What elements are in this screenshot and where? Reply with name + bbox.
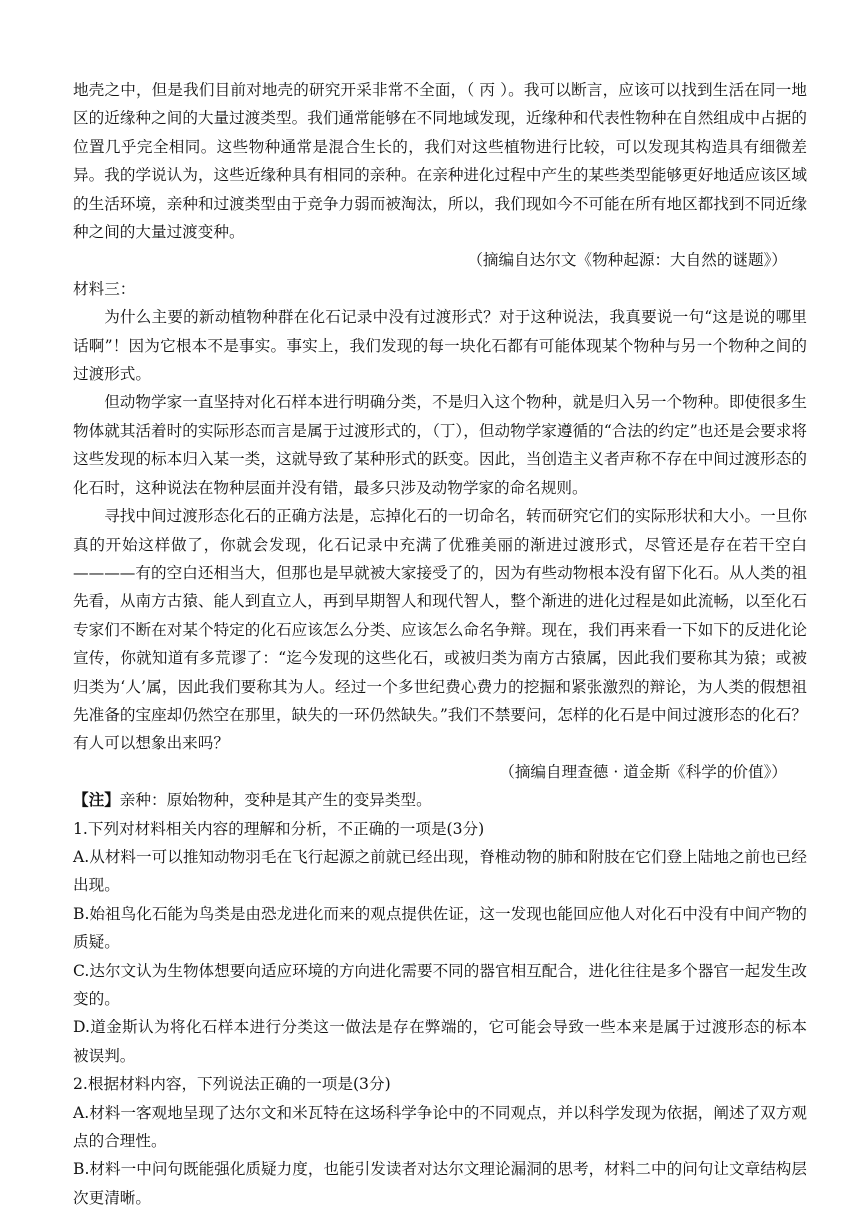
material3-paragraph-3: 寻找中间过渡形态化石的正确方法是，忘掉化石的一切命名，转而研究它们的实际形状和大小。一旦你真的开始这样做了，你就会发现，化石记录中充满了优雅美丽的渐进过渡形式，尽管还是存在若干空白————有的空白还相当大，但那也是早就被大家接受了的，因为有些动物根本没有留下化石。从人类的祖先看，从南方古猿、能人到直立人，再到早期智人和现代智人，整个渐进的进化过程是如此流畅，以至化石专家们不断在对某个特定的化石应该怎么分类、应该怎么命名争辩。现在，我们再来看一下如下的反进化论宣传，你就知道有多荒谬了：“迄今发现的这些化石，或被归类为南方古猿属，因此我们要称其为猿；或被归类为‘人’属，因此我们要称其为人。经过一个多世纪费心费力的挖掘和紧张激烈的辩论，为人类的假想祖先准备的宝座却仍然空在那里，缺失的一环仍然缺失。”我们不禁要问，怎样的化石是中间过渡形态的化石？有人可以想象出来吗？	[73, 507, 807, 753]
question-2-option-a: A.材料一客观地呈现了达尔文和米瓦特在这场科学争论中的不同观点，并以科学发现为依据，阐述了双方观点的合理性。	[73, 1103, 807, 1151]
material3-source: （摘编自理查德 · 道金斯《科学的价值》）	[499, 762, 787, 781]
question-1-option-a: A.从材料一可以推知动物羽毛在飞行起源之前就已经出现，脊椎动物的肺和附肢在它们登上陆地之前也已经出现。	[73, 847, 807, 895]
document-page	[73, 76, 807, 1212]
question-1-option-d: D.道金斯认为将化石样本进行分类这一做法是存在弊端的，它可能会导致一些本来是属于过渡形态的标本被误判。	[73, 1018, 807, 1065]
question-1-stem: 1.下列对材料相关内容的理解和分析，不正确的一项是(3分)	[73, 819, 485, 838]
question-2-stem: 2.根据材料内容，下列说法正确的一项是(3分)	[73, 1075, 391, 1094]
note-tag: 【注】	[73, 790, 120, 810]
material2-paragraph: 地壳之中，但是我们目前对地壳的研究开采非常不全面，（ 丙 ）。我可以断言，应该可以找到生活在同一地区的近缘种之间的大量过渡类型。我们通常能够在不同地域发现，近缘种和代表性物种在自然组成中占据的位置几乎完全相同。这些物种通常是混合生长的，我们对这些植物进行比较，可以发现其构造具有细微差异。我的学说认为，这些近缘种具有相同的亲种。在亲种进化过程中产生的某些类型能够更好地适应该区域的生活环境，亲种和过渡类型由于竞争力弱而被淘汰，所以，我们现如今不可能在所有地区都找到不同近缘种之间的大量过渡变种。	[73, 81, 807, 242]
question-1-option-c: C.达尔文认为生物体想要向适应环境的方向进化需要不同的器官相互配合，进化往往是多个器官一起发生改变的。	[73, 961, 807, 1008]
question-2-option-b: B.材料一中问句既能强化质疑力度，也能引发读者对达尔文理论漏洞的思考，材料二中的问句让文章结构层次更清晰。	[73, 1160, 807, 1207]
note-text: 亲种：原始物种，变种是其产生的变异类型。	[119, 791, 432, 810]
question-1-option-b: B.始祖鸟化石能为鸟类是由恐龙进化而来的观点提供佐证，这一发现也能回应他人对化石中没有中间产物的质疑。	[73, 904, 807, 952]
material3-label: 材料三：	[73, 279, 136, 298]
material2-source: （摘编自达尔文《物种起源：大自然的谜题》）	[467, 251, 787, 270]
note	[73, 786, 807, 814]
material3-paragraph-2: 但动物学家一直坚持对化石样本进行明确分类，不是归入这个物种，就是归入另一个物种。即使很多生物体就其活着时的实际形态而言是属于过渡形式的，（丁），但动物学家遵循的“合法的约定”也还是会要求将这些发现的标本归入某一类，这就导致了某种形式的跃变。因此，当创造主义者声称不存在中间过渡形态的化石时，这种说法在物种层面并没有错，最多只涉及动物学家的命名规则。	[73, 393, 807, 497]
material3-paragraph-1: 为什么主要的新动植物种群在化石记录中没有过渡形式？对于这种说法，我真要说一句“这是说的哪里话啊”！因为它根本不是事实。事实上，我们发现的每一块化石都有可能体现某个物种与另一个物种之间的过渡形式。	[73, 308, 807, 384]
